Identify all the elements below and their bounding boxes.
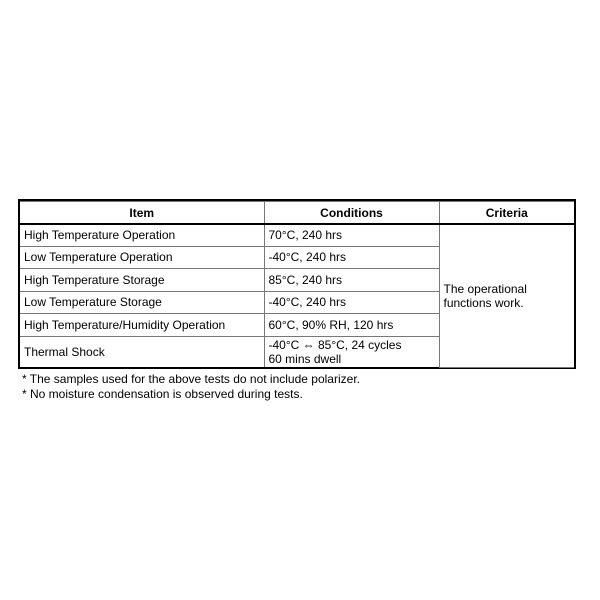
test-conditions-table-frame xyxy=(18,199,576,369)
header-item: Item xyxy=(20,202,264,225)
row-conditions: -40°C, 240 hrs xyxy=(264,291,439,313)
footnote: * The samples used for the above tests do not include polarizer. xyxy=(22,372,360,386)
criteria-line: The operational xyxy=(443,281,527,296)
row-conditions-line: 60 mins dwell xyxy=(268,351,342,366)
table-row xyxy=(20,224,574,246)
row-conditions: 70°C, 240 hrs xyxy=(264,224,439,246)
test-conditions-table xyxy=(20,201,574,368)
row-item: High Temperature/Humidity Operation xyxy=(20,313,264,336)
row-item: High Temperature Storage xyxy=(20,268,264,291)
row-item: Low Temperature Operation xyxy=(20,246,264,268)
row-conditions xyxy=(264,336,439,367)
row-conditions: 85°C, 240 hrs xyxy=(264,268,439,291)
table-header-row xyxy=(20,202,574,225)
header-conditions: Conditions xyxy=(264,202,439,225)
row-conditions: -40°C, 240 hrs xyxy=(264,246,439,268)
row-item: High Temperature Operation xyxy=(20,224,264,246)
row-item: Thermal Shock xyxy=(20,336,264,367)
row-conditions: 60°C, 90% RH, 120 hrs xyxy=(264,313,439,336)
row-item: Low Temperature Storage xyxy=(20,291,264,313)
header-criteria: Criteria xyxy=(439,202,574,225)
criteria-line: functions work. xyxy=(443,295,524,310)
criteria-cell xyxy=(439,224,574,367)
footnote: * No moisture condensation is observed during tests. xyxy=(22,387,303,401)
row-conditions-line: -40°C ⇔ 85°C, 24 cycles xyxy=(268,337,402,352)
footnotes xyxy=(22,372,360,402)
